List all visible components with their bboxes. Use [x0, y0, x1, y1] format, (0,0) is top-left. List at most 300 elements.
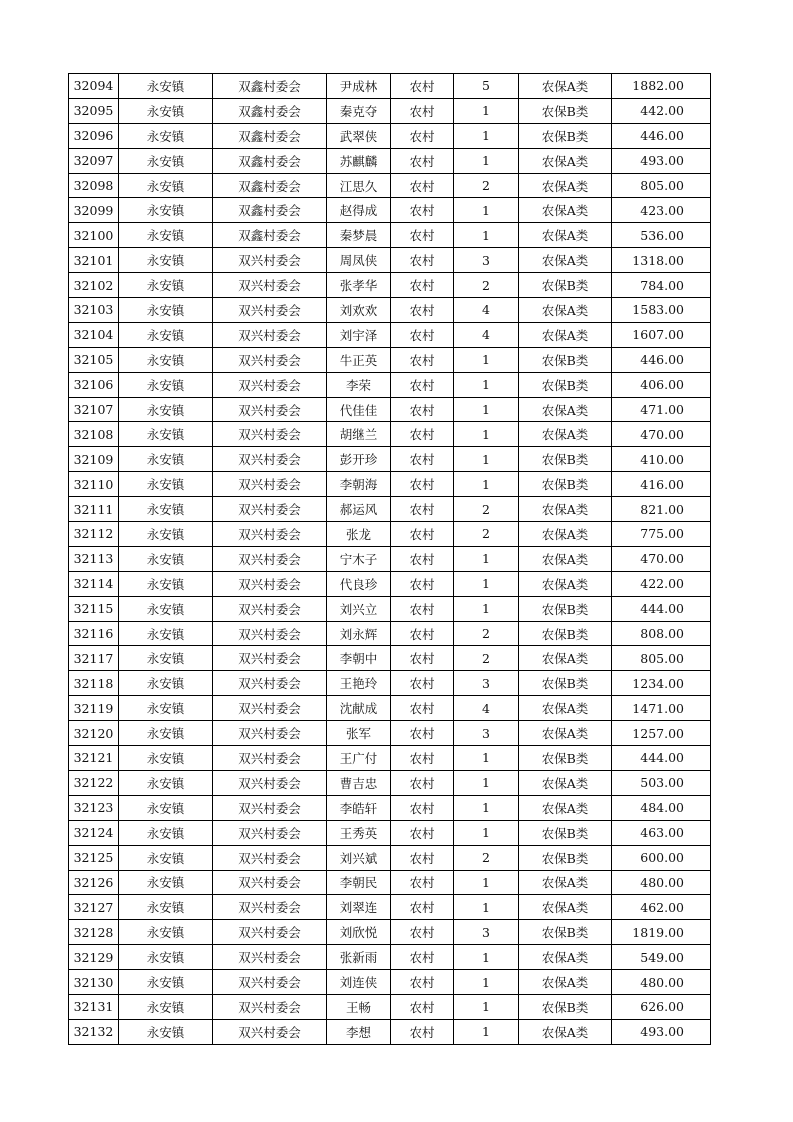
amount-cell: 536.00 — [612, 223, 711, 248]
table-row — [69, 895, 711, 920]
household-count-cell: 1 — [454, 596, 519, 621]
household-count-cell: 4 — [454, 696, 519, 721]
person-name-cell: 宁木子 — [327, 546, 391, 571]
insurance-category-cell: 农保B类 — [519, 621, 612, 646]
table-row — [69, 571, 711, 596]
table-row — [69, 98, 711, 123]
village-committee-cell: 双兴村委会 — [213, 298, 327, 323]
household-count-cell: 3 — [454, 920, 519, 945]
record-id-cell: 32121 — [69, 746, 119, 771]
record-id-cell: 32105 — [69, 347, 119, 372]
insurance-category-cell: 农保B类 — [519, 447, 612, 472]
village-committee-cell: 双兴村委会 — [213, 970, 327, 995]
record-id-cell: 32098 — [69, 173, 119, 198]
table-row — [69, 497, 711, 522]
area-type-cell: 农村 — [391, 820, 454, 845]
table-row — [69, 870, 711, 895]
household-count-cell: 2 — [454, 646, 519, 671]
household-count-cell: 1 — [454, 1019, 519, 1044]
record-id-cell: 32119 — [69, 696, 119, 721]
area-type-cell: 农村 — [391, 497, 454, 522]
village-committee-cell: 双兴村委会 — [213, 522, 327, 547]
area-type-cell: 农村 — [391, 895, 454, 920]
area-type-cell: 农村 — [391, 546, 454, 571]
area-type-cell: 农村 — [391, 422, 454, 447]
table-row — [69, 347, 711, 372]
amount-cell: 626.00 — [612, 994, 711, 1019]
table-row — [69, 472, 711, 497]
area-type-cell: 农村 — [391, 472, 454, 497]
town-cell: 永安镇 — [119, 173, 213, 198]
town-cell: 永安镇 — [119, 522, 213, 547]
insurance-category-cell: 农保A类 — [519, 795, 612, 820]
household-count-cell: 3 — [454, 248, 519, 273]
insurance-category-cell: 农保A类 — [519, 546, 612, 571]
town-cell: 永安镇 — [119, 322, 213, 347]
insurance-category-cell: 农保B类 — [519, 994, 612, 1019]
household-count-cell: 1 — [454, 994, 519, 1019]
area-type-cell: 农村 — [391, 148, 454, 173]
table-body — [69, 74, 711, 1045]
area-type-cell: 农村 — [391, 970, 454, 995]
insurance-category-cell: 农保A类 — [519, 571, 612, 596]
amount-cell: 1257.00 — [612, 721, 711, 746]
amount-cell: 484.00 — [612, 795, 711, 820]
person-name-cell: 王艳玲 — [327, 671, 391, 696]
table-row — [69, 273, 711, 298]
insurance-category-cell: 农保A类 — [519, 522, 612, 547]
town-cell: 永安镇 — [119, 74, 213, 99]
village-committee-cell: 双鑫村委会 — [213, 123, 327, 148]
amount-cell: 471.00 — [612, 397, 711, 422]
household-count-cell: 1 — [454, 546, 519, 571]
village-committee-cell: 双鑫村委会 — [213, 98, 327, 123]
person-name-cell: 李荣 — [327, 372, 391, 397]
amount-cell: 442.00 — [612, 98, 711, 123]
area-type-cell: 农村 — [391, 696, 454, 721]
town-cell: 永安镇 — [119, 795, 213, 820]
village-committee-cell: 双兴村委会 — [213, 845, 327, 870]
town-cell: 永安镇 — [119, 970, 213, 995]
household-count-cell: 1 — [454, 148, 519, 173]
person-name-cell: 张新雨 — [327, 945, 391, 970]
area-type-cell: 农村 — [391, 571, 454, 596]
insurance-category-cell: 农保B类 — [519, 920, 612, 945]
area-type-cell: 农村 — [391, 671, 454, 696]
person-name-cell: 彭开珍 — [327, 447, 391, 472]
town-cell: 永安镇 — [119, 746, 213, 771]
area-type-cell: 农村 — [391, 447, 454, 472]
record-id-cell: 32125 — [69, 845, 119, 870]
person-name-cell: 赵得成 — [327, 198, 391, 223]
record-id-cell: 32101 — [69, 248, 119, 273]
person-name-cell: 刘翠连 — [327, 895, 391, 920]
table-row — [69, 447, 711, 472]
amount-cell: 444.00 — [612, 596, 711, 621]
amount-cell: 423.00 — [612, 198, 711, 223]
area-type-cell: 农村 — [391, 74, 454, 99]
area-type-cell: 农村 — [391, 945, 454, 970]
village-committee-cell: 双兴村委会 — [213, 621, 327, 646]
village-committee-cell: 双兴村委会 — [213, 746, 327, 771]
table-row — [69, 845, 711, 870]
table-row — [69, 522, 711, 547]
insurance-category-cell: 农保A类 — [519, 870, 612, 895]
insurance-category-cell: 农保B类 — [519, 746, 612, 771]
village-committee-cell: 双兴村委会 — [213, 447, 327, 472]
town-cell: 永安镇 — [119, 123, 213, 148]
table-row — [69, 173, 711, 198]
record-id-cell: 32112 — [69, 522, 119, 547]
household-count-cell: 1 — [454, 472, 519, 497]
person-name-cell: 李想 — [327, 1019, 391, 1044]
area-type-cell: 农村 — [391, 746, 454, 771]
person-name-cell: 刘欣悦 — [327, 920, 391, 945]
record-id-cell: 32120 — [69, 721, 119, 746]
village-committee-cell: 双兴村委会 — [213, 870, 327, 895]
table-row — [69, 248, 711, 273]
record-id-cell: 32114 — [69, 571, 119, 596]
person-name-cell: 周凤侠 — [327, 248, 391, 273]
table-row — [69, 546, 711, 571]
household-count-cell: 2 — [454, 522, 519, 547]
table-row — [69, 596, 711, 621]
village-committee-cell: 双兴村委会 — [213, 397, 327, 422]
town-cell: 永安镇 — [119, 447, 213, 472]
person-name-cell: 王广付 — [327, 746, 391, 771]
record-id-cell: 32100 — [69, 223, 119, 248]
table-row — [69, 1019, 711, 1044]
town-cell: 永安镇 — [119, 472, 213, 497]
town-cell: 永安镇 — [119, 372, 213, 397]
person-name-cell: 代佳佳 — [327, 397, 391, 422]
table-row — [69, 746, 711, 771]
table-row — [69, 148, 711, 173]
amount-cell: 416.00 — [612, 472, 711, 497]
village-committee-cell: 双鑫村委会 — [213, 74, 327, 99]
table-row — [69, 422, 711, 447]
area-type-cell: 农村 — [391, 347, 454, 372]
household-count-cell: 1 — [454, 870, 519, 895]
town-cell: 永安镇 — [119, 721, 213, 746]
person-name-cell: 郝运风 — [327, 497, 391, 522]
record-id-cell: 32118 — [69, 671, 119, 696]
amount-cell: 1819.00 — [612, 920, 711, 945]
amount-cell: 1471.00 — [612, 696, 711, 721]
town-cell: 永安镇 — [119, 994, 213, 1019]
person-name-cell: 李皓轩 — [327, 795, 391, 820]
area-type-cell: 农村 — [391, 920, 454, 945]
person-name-cell: 刘欢欢 — [327, 298, 391, 323]
town-cell: 永安镇 — [119, 198, 213, 223]
household-count-cell: 1 — [454, 98, 519, 123]
village-committee-cell: 双兴村委会 — [213, 994, 327, 1019]
amount-cell: 805.00 — [612, 173, 711, 198]
record-id-cell: 32094 — [69, 74, 119, 99]
person-name-cell: 李朝中 — [327, 646, 391, 671]
table-row — [69, 970, 711, 995]
person-name-cell: 刘宇泽 — [327, 322, 391, 347]
insurance-category-cell: 农保B类 — [519, 98, 612, 123]
town-cell: 永安镇 — [119, 820, 213, 845]
person-name-cell: 张军 — [327, 721, 391, 746]
village-committee-cell: 双鑫村委会 — [213, 173, 327, 198]
household-count-cell: 2 — [454, 621, 519, 646]
household-count-cell: 1 — [454, 397, 519, 422]
village-committee-cell: 双鑫村委会 — [213, 223, 327, 248]
household-count-cell: 4 — [454, 298, 519, 323]
town-cell: 永安镇 — [119, 298, 213, 323]
record-id-cell: 32123 — [69, 795, 119, 820]
village-committee-cell: 双兴村委会 — [213, 895, 327, 920]
household-count-cell: 1 — [454, 422, 519, 447]
household-count-cell: 2 — [454, 273, 519, 298]
table-row — [69, 372, 711, 397]
village-committee-cell: 双兴村委会 — [213, 372, 327, 397]
town-cell: 永安镇 — [119, 870, 213, 895]
record-id-cell: 32107 — [69, 397, 119, 422]
table-row — [69, 621, 711, 646]
person-name-cell: 刘连侠 — [327, 970, 391, 995]
person-name-cell: 刘永辉 — [327, 621, 391, 646]
insurance-category-cell: 农保A类 — [519, 970, 612, 995]
village-committee-cell: 双兴村委会 — [213, 646, 327, 671]
household-count-cell: 1 — [454, 945, 519, 970]
person-name-cell: 胡继兰 — [327, 422, 391, 447]
table-row — [69, 298, 711, 323]
town-cell: 永安镇 — [119, 770, 213, 795]
amount-cell: 446.00 — [612, 347, 711, 372]
area-type-cell: 农村 — [391, 372, 454, 397]
town-cell: 永安镇 — [119, 945, 213, 970]
record-id-cell: 32111 — [69, 497, 119, 522]
area-type-cell: 农村 — [391, 273, 454, 298]
household-count-cell: 1 — [454, 770, 519, 795]
area-type-cell: 农村 — [391, 870, 454, 895]
person-name-cell: 李朝民 — [327, 870, 391, 895]
household-count-cell: 4 — [454, 322, 519, 347]
table-row — [69, 770, 711, 795]
household-count-cell: 3 — [454, 721, 519, 746]
area-type-cell: 农村 — [391, 994, 454, 1019]
area-type-cell: 农村 — [391, 646, 454, 671]
record-id-cell: 32129 — [69, 945, 119, 970]
insurance-category-cell: 农保A类 — [519, 770, 612, 795]
insurance-category-cell: 农保A类 — [519, 198, 612, 223]
household-count-cell: 2 — [454, 173, 519, 198]
insurance-category-cell: 农保A类 — [519, 148, 612, 173]
table-row — [69, 795, 711, 820]
village-committee-cell: 双兴村委会 — [213, 546, 327, 571]
amount-cell: 406.00 — [612, 372, 711, 397]
insurance-category-cell: 农保B类 — [519, 472, 612, 497]
town-cell: 永安镇 — [119, 223, 213, 248]
area-type-cell: 农村 — [391, 98, 454, 123]
amount-cell: 775.00 — [612, 522, 711, 547]
village-committee-cell: 双兴村委会 — [213, 820, 327, 845]
village-committee-cell: 双兴村委会 — [213, 347, 327, 372]
record-id-cell: 32131 — [69, 994, 119, 1019]
table-row — [69, 322, 711, 347]
amount-cell: 470.00 — [612, 546, 711, 571]
record-id-cell: 32099 — [69, 198, 119, 223]
town-cell: 永安镇 — [119, 148, 213, 173]
person-name-cell: 李朝海 — [327, 472, 391, 497]
household-count-cell: 1 — [454, 795, 519, 820]
table-row — [69, 920, 711, 945]
area-type-cell: 农村 — [391, 173, 454, 198]
insurance-category-cell: 农保A类 — [519, 248, 612, 273]
person-name-cell: 苏麒麟 — [327, 148, 391, 173]
household-count-cell: 1 — [454, 447, 519, 472]
insurance-category-cell: 农保B类 — [519, 273, 612, 298]
household-count-cell: 1 — [454, 820, 519, 845]
amount-cell: 462.00 — [612, 895, 711, 920]
record-id-cell: 32127 — [69, 895, 119, 920]
table-row — [69, 820, 711, 845]
record-id-cell: 32104 — [69, 322, 119, 347]
village-committee-cell: 双兴村委会 — [213, 721, 327, 746]
village-committee-cell: 双鑫村委会 — [213, 148, 327, 173]
area-type-cell: 农村 — [391, 397, 454, 422]
village-committee-cell: 双兴村委会 — [213, 770, 327, 795]
person-name-cell: 曹吉忠 — [327, 770, 391, 795]
area-type-cell: 农村 — [391, 223, 454, 248]
insurance-category-cell: 农保A类 — [519, 646, 612, 671]
insurance-category-cell: 农保B类 — [519, 845, 612, 870]
town-cell: 永安镇 — [119, 1019, 213, 1044]
town-cell: 永安镇 — [119, 596, 213, 621]
amount-cell: 600.00 — [612, 845, 711, 870]
table-row — [69, 671, 711, 696]
household-count-cell: 1 — [454, 571, 519, 596]
household-count-cell: 1 — [454, 372, 519, 397]
insurance-category-cell: 农保B类 — [519, 671, 612, 696]
insurance-category-cell: 农保A类 — [519, 895, 612, 920]
record-id-cell: 32132 — [69, 1019, 119, 1044]
town-cell: 永安镇 — [119, 273, 213, 298]
village-committee-cell: 双兴村委会 — [213, 472, 327, 497]
household-count-cell: 2 — [454, 497, 519, 522]
village-committee-cell: 双兴村委会 — [213, 795, 327, 820]
town-cell: 永安镇 — [119, 696, 213, 721]
household-count-cell: 1 — [454, 895, 519, 920]
village-committee-cell: 双兴村委会 — [213, 322, 327, 347]
record-id-cell: 32117 — [69, 646, 119, 671]
person-name-cell: 秦梦晨 — [327, 223, 391, 248]
amount-cell: 784.00 — [612, 273, 711, 298]
area-type-cell: 农村 — [391, 522, 454, 547]
record-id-cell: 32124 — [69, 820, 119, 845]
village-committee-cell: 双兴村委会 — [213, 920, 327, 945]
person-name-cell: 武翠侠 — [327, 123, 391, 148]
insurance-category-cell: 农保B类 — [519, 347, 612, 372]
amount-cell: 805.00 — [612, 646, 711, 671]
area-type-cell: 农村 — [391, 123, 454, 148]
town-cell: 永安镇 — [119, 621, 213, 646]
area-type-cell: 农村 — [391, 795, 454, 820]
amount-cell: 493.00 — [612, 1019, 711, 1044]
table-row — [69, 397, 711, 422]
amount-cell: 493.00 — [612, 148, 711, 173]
insurance-category-cell: 农保A类 — [519, 945, 612, 970]
record-id-cell: 32110 — [69, 472, 119, 497]
insurance-category-cell: 农保A类 — [519, 173, 612, 198]
household-count-cell: 1 — [454, 123, 519, 148]
table-row — [69, 223, 711, 248]
area-type-cell: 农村 — [391, 198, 454, 223]
village-committee-cell: 双兴村委会 — [213, 422, 327, 447]
village-committee-cell: 双兴村委会 — [213, 671, 327, 696]
insurance-category-cell: 农保B类 — [519, 820, 612, 845]
town-cell: 永安镇 — [119, 920, 213, 945]
amount-cell: 444.00 — [612, 746, 711, 771]
records-table — [68, 73, 711, 1045]
town-cell: 永安镇 — [119, 397, 213, 422]
area-type-cell: 农村 — [391, 248, 454, 273]
village-committee-cell: 双兴村委会 — [213, 596, 327, 621]
area-type-cell: 农村 — [391, 721, 454, 746]
amount-cell: 463.00 — [612, 820, 711, 845]
person-name-cell: 尹成林 — [327, 74, 391, 99]
village-committee-cell: 双兴村委会 — [213, 273, 327, 298]
amount-cell: 549.00 — [612, 945, 711, 970]
village-committee-cell: 双兴村委会 — [213, 497, 327, 522]
record-id-cell: 32108 — [69, 422, 119, 447]
town-cell: 永安镇 — [119, 571, 213, 596]
table-row — [69, 123, 711, 148]
amount-cell: 1318.00 — [612, 248, 711, 273]
town-cell: 永安镇 — [119, 98, 213, 123]
household-count-cell: 1 — [454, 198, 519, 223]
amount-cell: 480.00 — [612, 870, 711, 895]
area-type-cell: 农村 — [391, 845, 454, 870]
town-cell: 永安镇 — [119, 248, 213, 273]
amount-cell: 422.00 — [612, 571, 711, 596]
area-type-cell: 农村 — [391, 1019, 454, 1044]
household-count-cell: 5 — [454, 74, 519, 99]
record-id-cell: 32106 — [69, 372, 119, 397]
table-row — [69, 74, 711, 99]
table-row — [69, 646, 711, 671]
insurance-category-cell: 农保A类 — [519, 422, 612, 447]
town-cell: 永安镇 — [119, 895, 213, 920]
town-cell: 永安镇 — [119, 671, 213, 696]
record-id-cell: 32095 — [69, 98, 119, 123]
household-count-cell: 1 — [454, 970, 519, 995]
table-row — [69, 696, 711, 721]
person-name-cell: 张龙 — [327, 522, 391, 547]
person-name-cell: 刘兴斌 — [327, 845, 391, 870]
record-id-cell: 32115 — [69, 596, 119, 621]
table-row — [69, 945, 711, 970]
insurance-category-cell: 农保A类 — [519, 74, 612, 99]
insurance-category-cell: 农保A类 — [519, 223, 612, 248]
person-name-cell: 王秀英 — [327, 820, 391, 845]
insurance-category-cell: 农保B类 — [519, 596, 612, 621]
household-count-cell: 3 — [454, 671, 519, 696]
village-committee-cell: 双兴村委会 — [213, 696, 327, 721]
household-count-cell: 1 — [454, 223, 519, 248]
household-count-cell: 2 — [454, 845, 519, 870]
person-name-cell: 代良珍 — [327, 571, 391, 596]
record-id-cell: 32130 — [69, 970, 119, 995]
insurance-category-cell: 农保B类 — [519, 372, 612, 397]
insurance-category-cell: 农保A类 — [519, 322, 612, 347]
record-id-cell: 32126 — [69, 870, 119, 895]
amount-cell: 446.00 — [612, 123, 711, 148]
amount-cell: 1607.00 — [612, 322, 711, 347]
